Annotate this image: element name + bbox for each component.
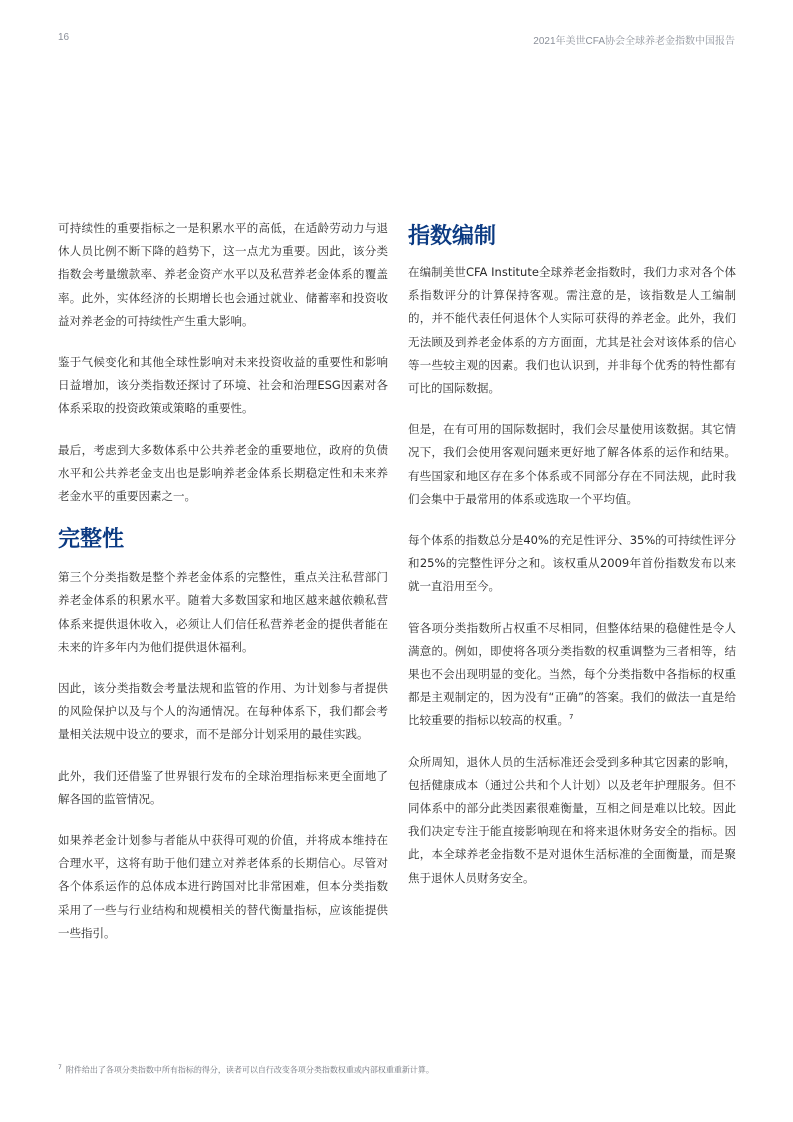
paragraph-text: 管各项分类指数所占权重不尽相同，但整体结果的稳健性是令人满意的。例如，即使将各项分类指数的权重调整为三者相等，结果也不会出现明显的变化。当然，每个分类指数中各指标的权重都是主观制定的，因为没有“正确”的答案。我们的做法一直是给比较重要的指标以较高的权重。 xyxy=(408,620,736,728)
paragraph: 如果养老金计划参与者能从中获得可观的价值，并将成本维持在合理水平，这将有助于他们建立对养老体系的长期信心。尽管对各个体系运作的总体成本进行跨国对比非常困难，但本分类指数采用了一些与行业结构和规模相关的替代衡量指标，应该能提供一些指引。 xyxy=(58,833,388,940)
paragraph: 可持续性的重要指标之一是积累水平的高低，在适龄劳动力与退休人员比例不断下降的趋势下，这一点尤为重要。因此，该分类指数会考量缴款率、养老金资产水平以及私营养老金体系的覆盖率。此外，实体经济的长期增长也会通过就业、储蓄率和投资收益对养老金的可持续性产生重大影响。 xyxy=(58,221,388,328)
paragraph-with-footnote xyxy=(408,617,736,733)
footnote-text: 附件给出了各项分类指数中所有指标的得分，读者可以自行改变各项分类指数权重或内部权重重新计算。 xyxy=(65,1065,434,1075)
footnote-reference[interactable]: 7 xyxy=(569,713,574,722)
paragraph: 最后，考虑到大多数体系中公共养老金的重要地位，政府的负债水平和公共养老金支出也是影响养老金体系长期稳定性和未来养老金水平的重要因素之一。 xyxy=(58,442,388,504)
report-title: 2021年美世CFA协会全球养老金指数中国报告 xyxy=(533,36,735,47)
right-column xyxy=(408,217,736,908)
paragraph: 第三个分类指数是整个养老金体系的完整性，重点关注私营部门养老金体系的积累水平。随着大多数国家和地区越来越依赖私营体系来提供退休收入，必须让人们信任私营养老金的提供者能在未来的许多年内为他们提供退休福利。 xyxy=(58,570,388,654)
paragraph: 每个体系的指数总分是40%的充足性评分、35%的可持续性评分和25%的完整性评分之和。该权重从2009年首份指数发布以来就一直沿用至今。 xyxy=(408,533,736,594)
paragraph: 此外，我们还借鉴了世界银行发布的全球治理指标来更全面地了解各国的监管情况。 xyxy=(58,768,388,806)
paragraph: 因此，该分类指数会考量法规和监管的作用、为计划参与者提供的风险保护以及与个人的沟通情况。在每种体系下，我们都会考量相关法规中设立的要求，而不是部分计划采用的最佳实践。 xyxy=(58,681,388,742)
paragraph: 众所周知，退休人员的生活标准还会受到多种其它因素的影响，包括健康成本（通过公共和个人计划）以及老年护理服务。但不同体系中的部分此类因素很难衡量，互相之间是难以比较。因此我们决定专注于能直接影响现在和将来退休财务安全的指标。因此，本全球养老金指数不是对退休生活标准的全面衡量，而是聚焦于退休人员财务安全。 xyxy=(408,754,736,885)
section-heading-index-construction: 指数编制 xyxy=(408,224,497,249)
paragraph: 鉴于气候变化和其他全球性影响对未来投资收益的重要性和影响日益增加，该分类指数还探讨了环境、社会和治理ESG因素对各体系采取的投资政策或策略的重要性。 xyxy=(58,355,388,416)
left-column xyxy=(58,217,388,963)
footnote xyxy=(58,1064,434,1076)
section-heading-integrity: 完整性 xyxy=(58,527,125,553)
footnote-number: 7 xyxy=(58,1064,62,1071)
paragraph: 但是，在有可用的国际数据时，我们会尽量使用该数据。其它情况下，我们会使用客观问题来更好地了解各体系的运作和结果。有些国家和地区存在多个体系或不同部分存在不同法规，此时我们会集中于最常用的体系或选取一个平均值。 xyxy=(408,422,736,506)
paragraph: 在编制美世CFA Institute全球养老金指数时，我们力求对各个体系指数评分的计算保持客观。需注意的是，该指数是人工编制的，并不能代表任何退休个人实际可获得的养老金。此外，我们无法顾及到养老金体系的方方面面，尤其是社会对该体系的信心等一些较主观的因素。我们也认识到，并非每个优秀的特性都有可比的国际数据。 xyxy=(408,265,736,396)
page-number: 16 xyxy=(58,32,70,43)
